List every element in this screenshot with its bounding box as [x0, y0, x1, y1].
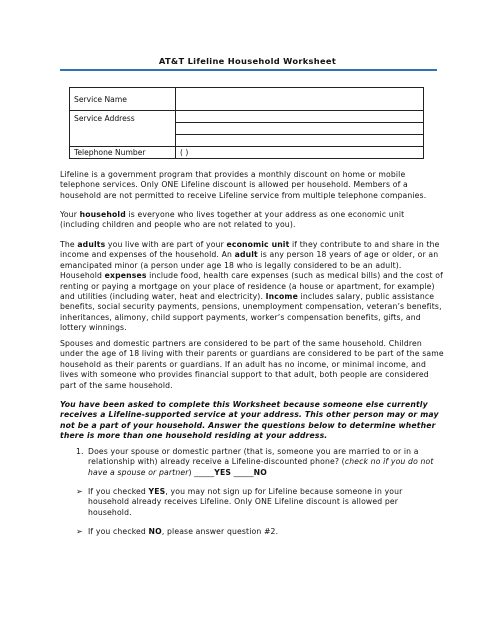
- question-number: 1.: [76, 447, 84, 456]
- telephone-label: Telephone Number: [70, 147, 176, 159]
- service-address-line-3[interactable]: [176, 135, 424, 147]
- page-title: AT&T Lifeline Household Worksheet: [158, 56, 337, 66]
- yes-option: YES: [214, 467, 232, 477]
- economic-unit-term: economic unit: [226, 240, 290, 249]
- text-run: Your: [60, 210, 80, 219]
- instructions-paragraph: You have been asked to complete this Worksheet because someone else currently receives a Lifeline-supported service at your address. This other person may or may not be a part of your household. Answer the questions below to determine whether there is more than one household residing at your address.: [60, 400, 439, 441]
- text-run: you live with are part of your: [105, 240, 227, 249]
- arrow-bullet-icon: ➢: [76, 527, 83, 536]
- telephone-field[interactable]: ( ): [176, 147, 424, 159]
- household-definition-paragraph: [60, 210, 445, 231]
- service-address-line-2[interactable]: [176, 123, 424, 135]
- question-1-text: [88, 447, 443, 478]
- yes-blank[interactable]: ) _____: [188, 467, 215, 477]
- no-option: NO: [253, 467, 267, 477]
- adults-term: adults: [77, 240, 106, 249]
- income-term: Income: [265, 292, 298, 302]
- economic-unit-paragraph: [60, 240, 445, 334]
- no-term: NO: [148, 527, 162, 536]
- spouses-partners-paragraph: Spouses and domestic partners are considered to be part of the same household. Children under the age of 18 living with their parents or guardians are considered to be part of the same household as their parents or guardians. If an adult has no income, or minimal income, and lives with someone who provides financial support to that adult, both people are considered part of the same household.: [60, 339, 444, 390]
- text-run: If you checked: [88, 527, 149, 536]
- service-name-label: Service Name: [70, 88, 176, 111]
- no-blank[interactable]: _____: [231, 467, 254, 477]
- no-instruction: [88, 527, 438, 537]
- text-run: The: [60, 240, 78, 249]
- service-name-field[interactable]: [176, 88, 424, 111]
- yes-instruction: [88, 487, 438, 518]
- text-run: if they contribute to and share in the income and expenses of the household. An: [60, 240, 440, 260]
- text-run: is any person 18 years of age or older, or an emancipated minor (a person under age 18 who is legally considered to be an adult). Household: [60, 250, 439, 281]
- arrow-bullet-icon: ➢: [76, 487, 83, 496]
- household-term: household: [79, 210, 126, 219]
- text-run: include food, health care expenses (such as medical bills) and the cost of renting or paying a mortgage on your place of residence (a house or apartment, for example) and utilities (including water, heat and electricity).: [60, 271, 443, 302]
- service-address-line-1[interactable]: [176, 111, 424, 123]
- text-run: , please answer question #2.: [161, 527, 279, 536]
- expenses-term: expenses: [104, 271, 147, 281]
- title-rule: [60, 69, 437, 71]
- text-run: is everyone who lives together at your address as one economic unit (including children and people who are not related to you).: [60, 210, 405, 230]
- text-run: , you may not sign up for Lifeline because someone in your household already receives Lifeline. Only ONE Lifeline discount is allowed per household.: [88, 487, 403, 517]
- yes-term: YES: [148, 487, 166, 496]
- service-info-table: [69, 87, 424, 159]
- text-run: If you checked: [88, 487, 149, 496]
- text-run: includes salary, public assistance benefits, social security payments, pensions, unemployment compensation, veteran’s benefits, inheritances, alimony, child support payments, worker’s compensation benefits, gifts, and lottery winnings.: [60, 292, 442, 333]
- service-address-label: Service Address: [70, 111, 176, 147]
- text-run: Does your spouse or domestic partner (that is, someone you are married to or in a relationship with) already receive a Lifeline-discounted phone? (: [88, 447, 419, 467]
- question-note: check no if you do not have a spouse or partner: [88, 457, 434, 477]
- adult-term: adult: [234, 250, 258, 260]
- lifeline-intro-paragraph: Lifeline is a government program that provides a monthly discount on home or mobile telephone services. Only ONE Lifeline discount is allowed per household. Members of a household are not permitted to receive Lifeline service from multiple telephone companies.: [60, 170, 427, 200]
